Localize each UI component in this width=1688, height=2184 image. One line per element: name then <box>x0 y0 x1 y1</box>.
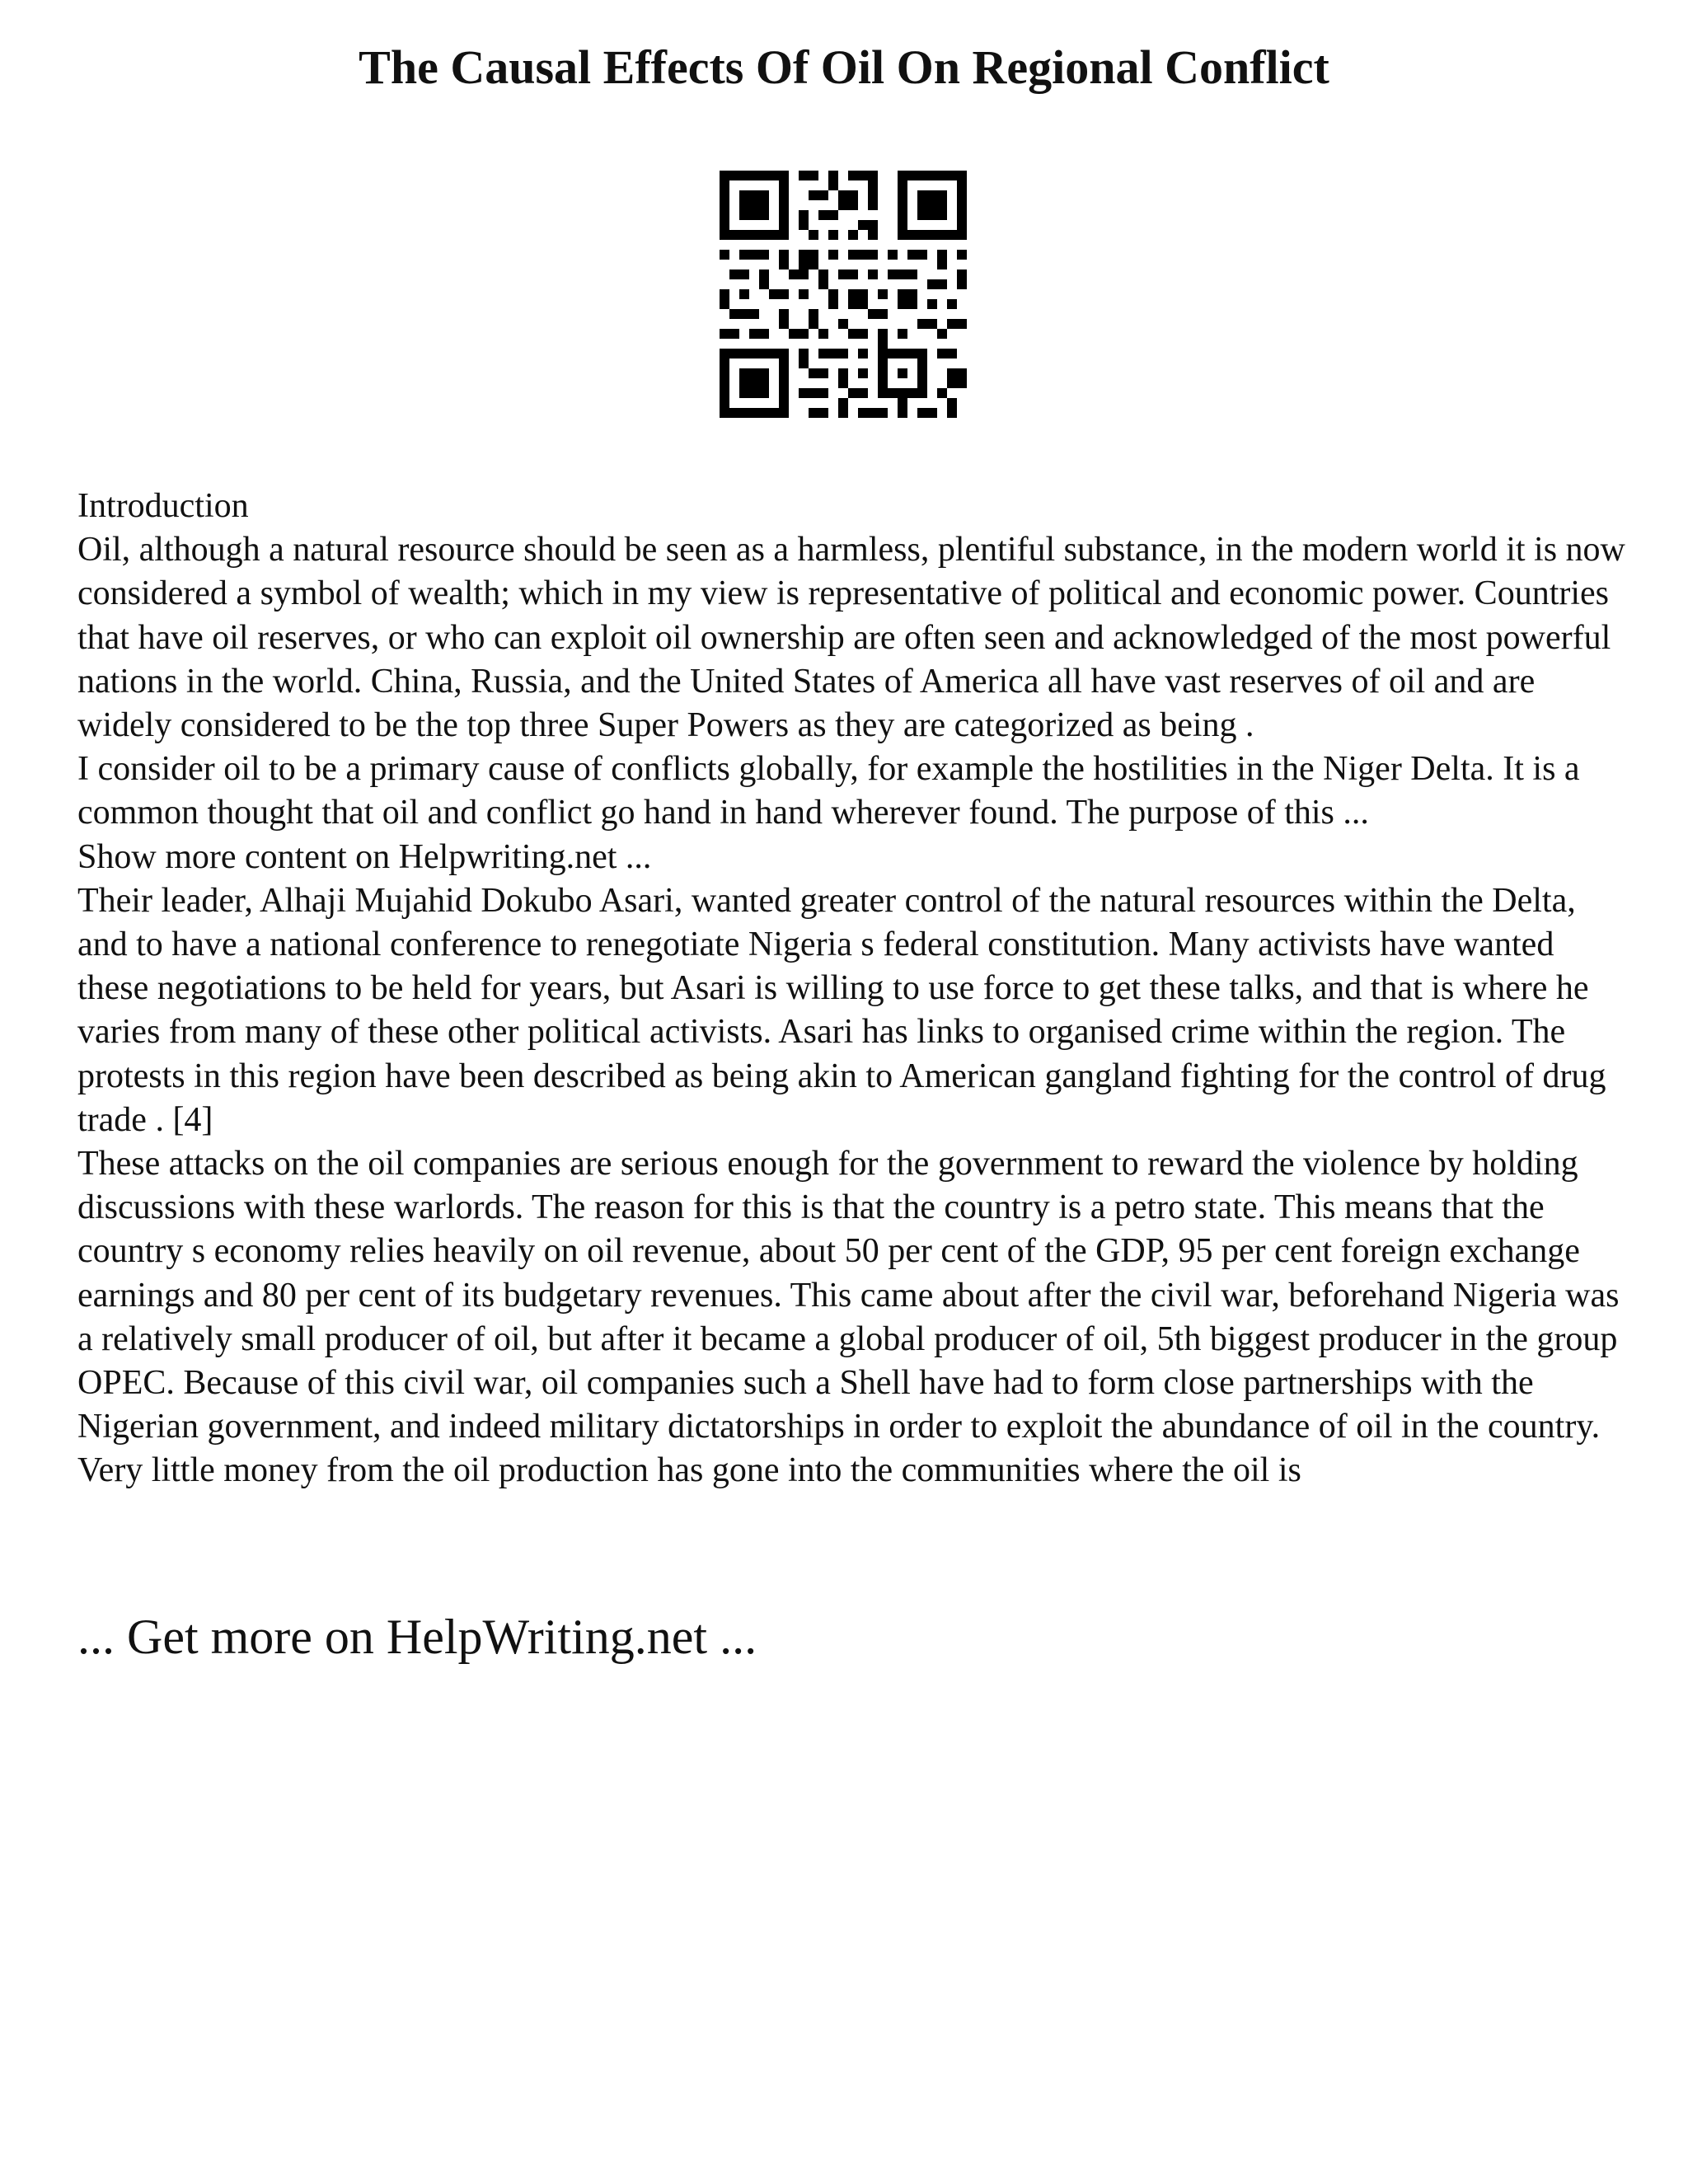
paragraph: I consider oil to be a primary cause of conflicts globally, for example the hostilities in the Niger Delta. It is a common thought that oil and conflict go hand in hand wherever found. The purpose of this ... <box>77 750 1580 832</box>
qr-code-graphic <box>720 171 967 418</box>
paragraph: Oil, although a natural resource should be seen as a harmless, plentiful substance, in the modern world it is now considered a symbol of wealth; which in my view is representative of political and economic power. Countries that have oil reserves, or who can exploit oil ownership are often seen and acknowledged of the most powerful nations in the world. China, Russia, and the United States of America all have vast reserves of oil and are widely considered to be the top three Super Powers as they are categorized as being . <box>77 531 1625 745</box>
paragraph: These attacks on the oil companies are serious enough for the government to reward the violence by holding discussions with these warlords. The reason for this is that the country is a petro state. This means that the country s economy relies heavily on oil revenue, about 50 per cent of the GDP, 95 per cent foreign exchange earnings and 80 per cent of its budgetary revenues. This came about after the civil war, beforehand Nigeria was a relatively small producer of oil, but after it became a global producer of oil, 5th biggest producer in the group OPEC. Because of this civil war, oil companies such a Shell have had to form close partnerships with the Nigerian government, and indeed military dictatorships in order to exploit the abundance of oil in the country. Very little money from the oil production has gone into the communities where the oil is <box>77 1145 1620 1490</box>
page-title: The Causal Effects Of Oil On Regional Conflict <box>359 40 1329 94</box>
qr-code-icon[interactable] <box>720 171 967 418</box>
show-more-link[interactable]: Show more content on Helpwriting.net ... <box>77 837 652 876</box>
section-heading-introduction: Introduction <box>77 487 249 525</box>
get-more-link[interactable]: ... Get more on HelpWriting.net ... <box>77 1610 757 1664</box>
document-body <box>77 485 1627 1493</box>
paragraph: Their leader, Alhaji Mujahid Dokubo Asari, wanted greater control of the natural resources within the Delta, and to have a national conference to renegotiate Nigeria s federal constitution. Many activists have wanted these negotiations to be held for years, but Asari is willing to use force to get these talks, and that is where he varies from many of these other political activists. Asari has links to organised crime within the region. The protests in this region have been described as being akin to American gangland fighting for the control of drug trade . [4] <box>77 881 1606 1139</box>
